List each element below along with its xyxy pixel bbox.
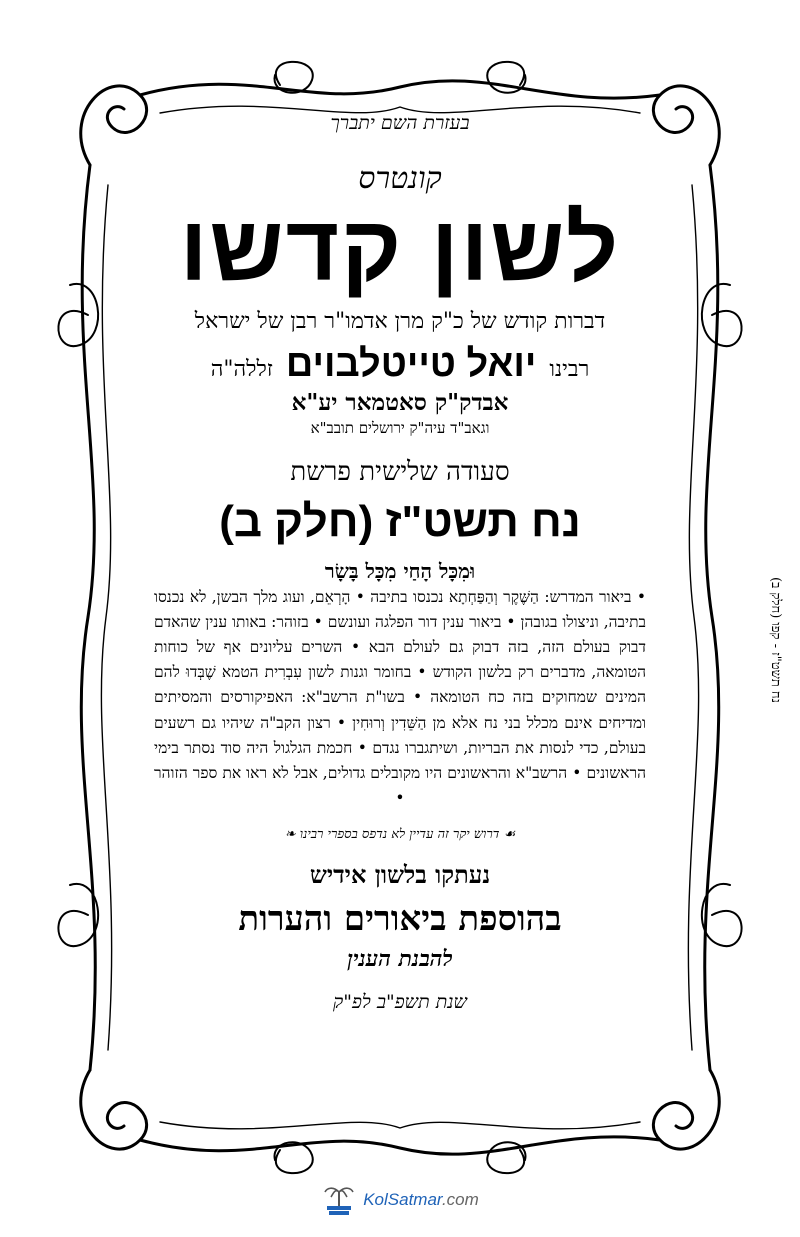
side-label-text: נח תשט"ז - קפו (חלק ב): [768, 577, 783, 703]
rabbeinu-prefix: רבינו: [549, 356, 590, 382]
kuntres-label: קונטרס: [358, 160, 442, 196]
author-name: יואל טייטלבוים: [285, 342, 537, 385]
occasion-line: סעודה שלישית פרשת: [290, 456, 510, 487]
site-logo: [300, 1180, 500, 1220]
author-line: [150, 342, 650, 388]
divrei-kodesh-line: דברות קודש של כ"ק מרן אדמו"ר רבן של ישראל: [194, 309, 606, 335]
av-beis-din-line: אבדק"ק סאטמאר יע"א: [291, 389, 509, 417]
understanding-line: להבנת הענין: [347, 946, 453, 973]
rabbeinu-suffix: זללה"ה: [210, 356, 273, 382]
book-title: לשון קדשו: [179, 197, 621, 300]
publication-year: שנת תשפ"ב לפ"ק: [333, 990, 467, 1013]
opening-verse: וּמִכָּל הָחַי מִכָּל בָּשָׂר: [324, 558, 476, 583]
parsha-title: נח תשט"ז (חלק ב): [219, 497, 581, 547]
side-label: [761, 540, 789, 740]
opening-blessing: בעזרת השם יתברך: [330, 112, 470, 134]
additions-line: בהוספת ביאורים והערות: [238, 899, 562, 940]
palm-tree-books-icon: [321, 1182, 357, 1218]
topics-summary: • ביאור המדרש: הַשֶּׁקֶר וְהַפַּחְתָא נכנסו בתיבה • הָרְאֵם, ועוג מלך הבשן, לא נכנסו בתיבה, וניצולו בגובהן • ביאור ענין דור הפלגה ועונשם • בזוהר: באותו ענין שהאדם דבוק בעולם הזה, בזה דבוק גם לעולם הבא • השרים עליונים אף של כוחות הטומאה, מדברים רק בלשון הקודש • בחומר וגנות לשון עִבְרִית הטמא שֶׁבְּדוּ להם המינים שמחוקים בזה כח הטומאה • בשו"ת הרשב"א: האפיקורסים והמסיתים ומדיחים אינם מכלל בני נח אלא מן הַשֵּׁדִין וְרוּחִין • רצון הקב"ה שיהיו גם רשעים בעולם, כדי לנסות את הבריות, ושיתגברו נגדם • חכמת הגלגול היה סוד נסתר בימי הראשונים • הרשב"א והראשונים היו מקובלים גדולים, אבל לא ראו את ספר הזוהר •: [154, 587, 646, 807]
logo-wordmark: KolSatmar.com: [363, 1190, 479, 1209]
translation-line: נעתקו בלשון אידיש: [309, 859, 491, 889]
unpublished-note: ☙ דרוש יקר זה עדיין לא נדפס בספרי רבינו ❧: [284, 826, 516, 842]
title-page-content: [150, 110, 650, 1013]
gav-line: וגאב"ד עיה"ק ירושלים תובב"א: [310, 418, 490, 437]
